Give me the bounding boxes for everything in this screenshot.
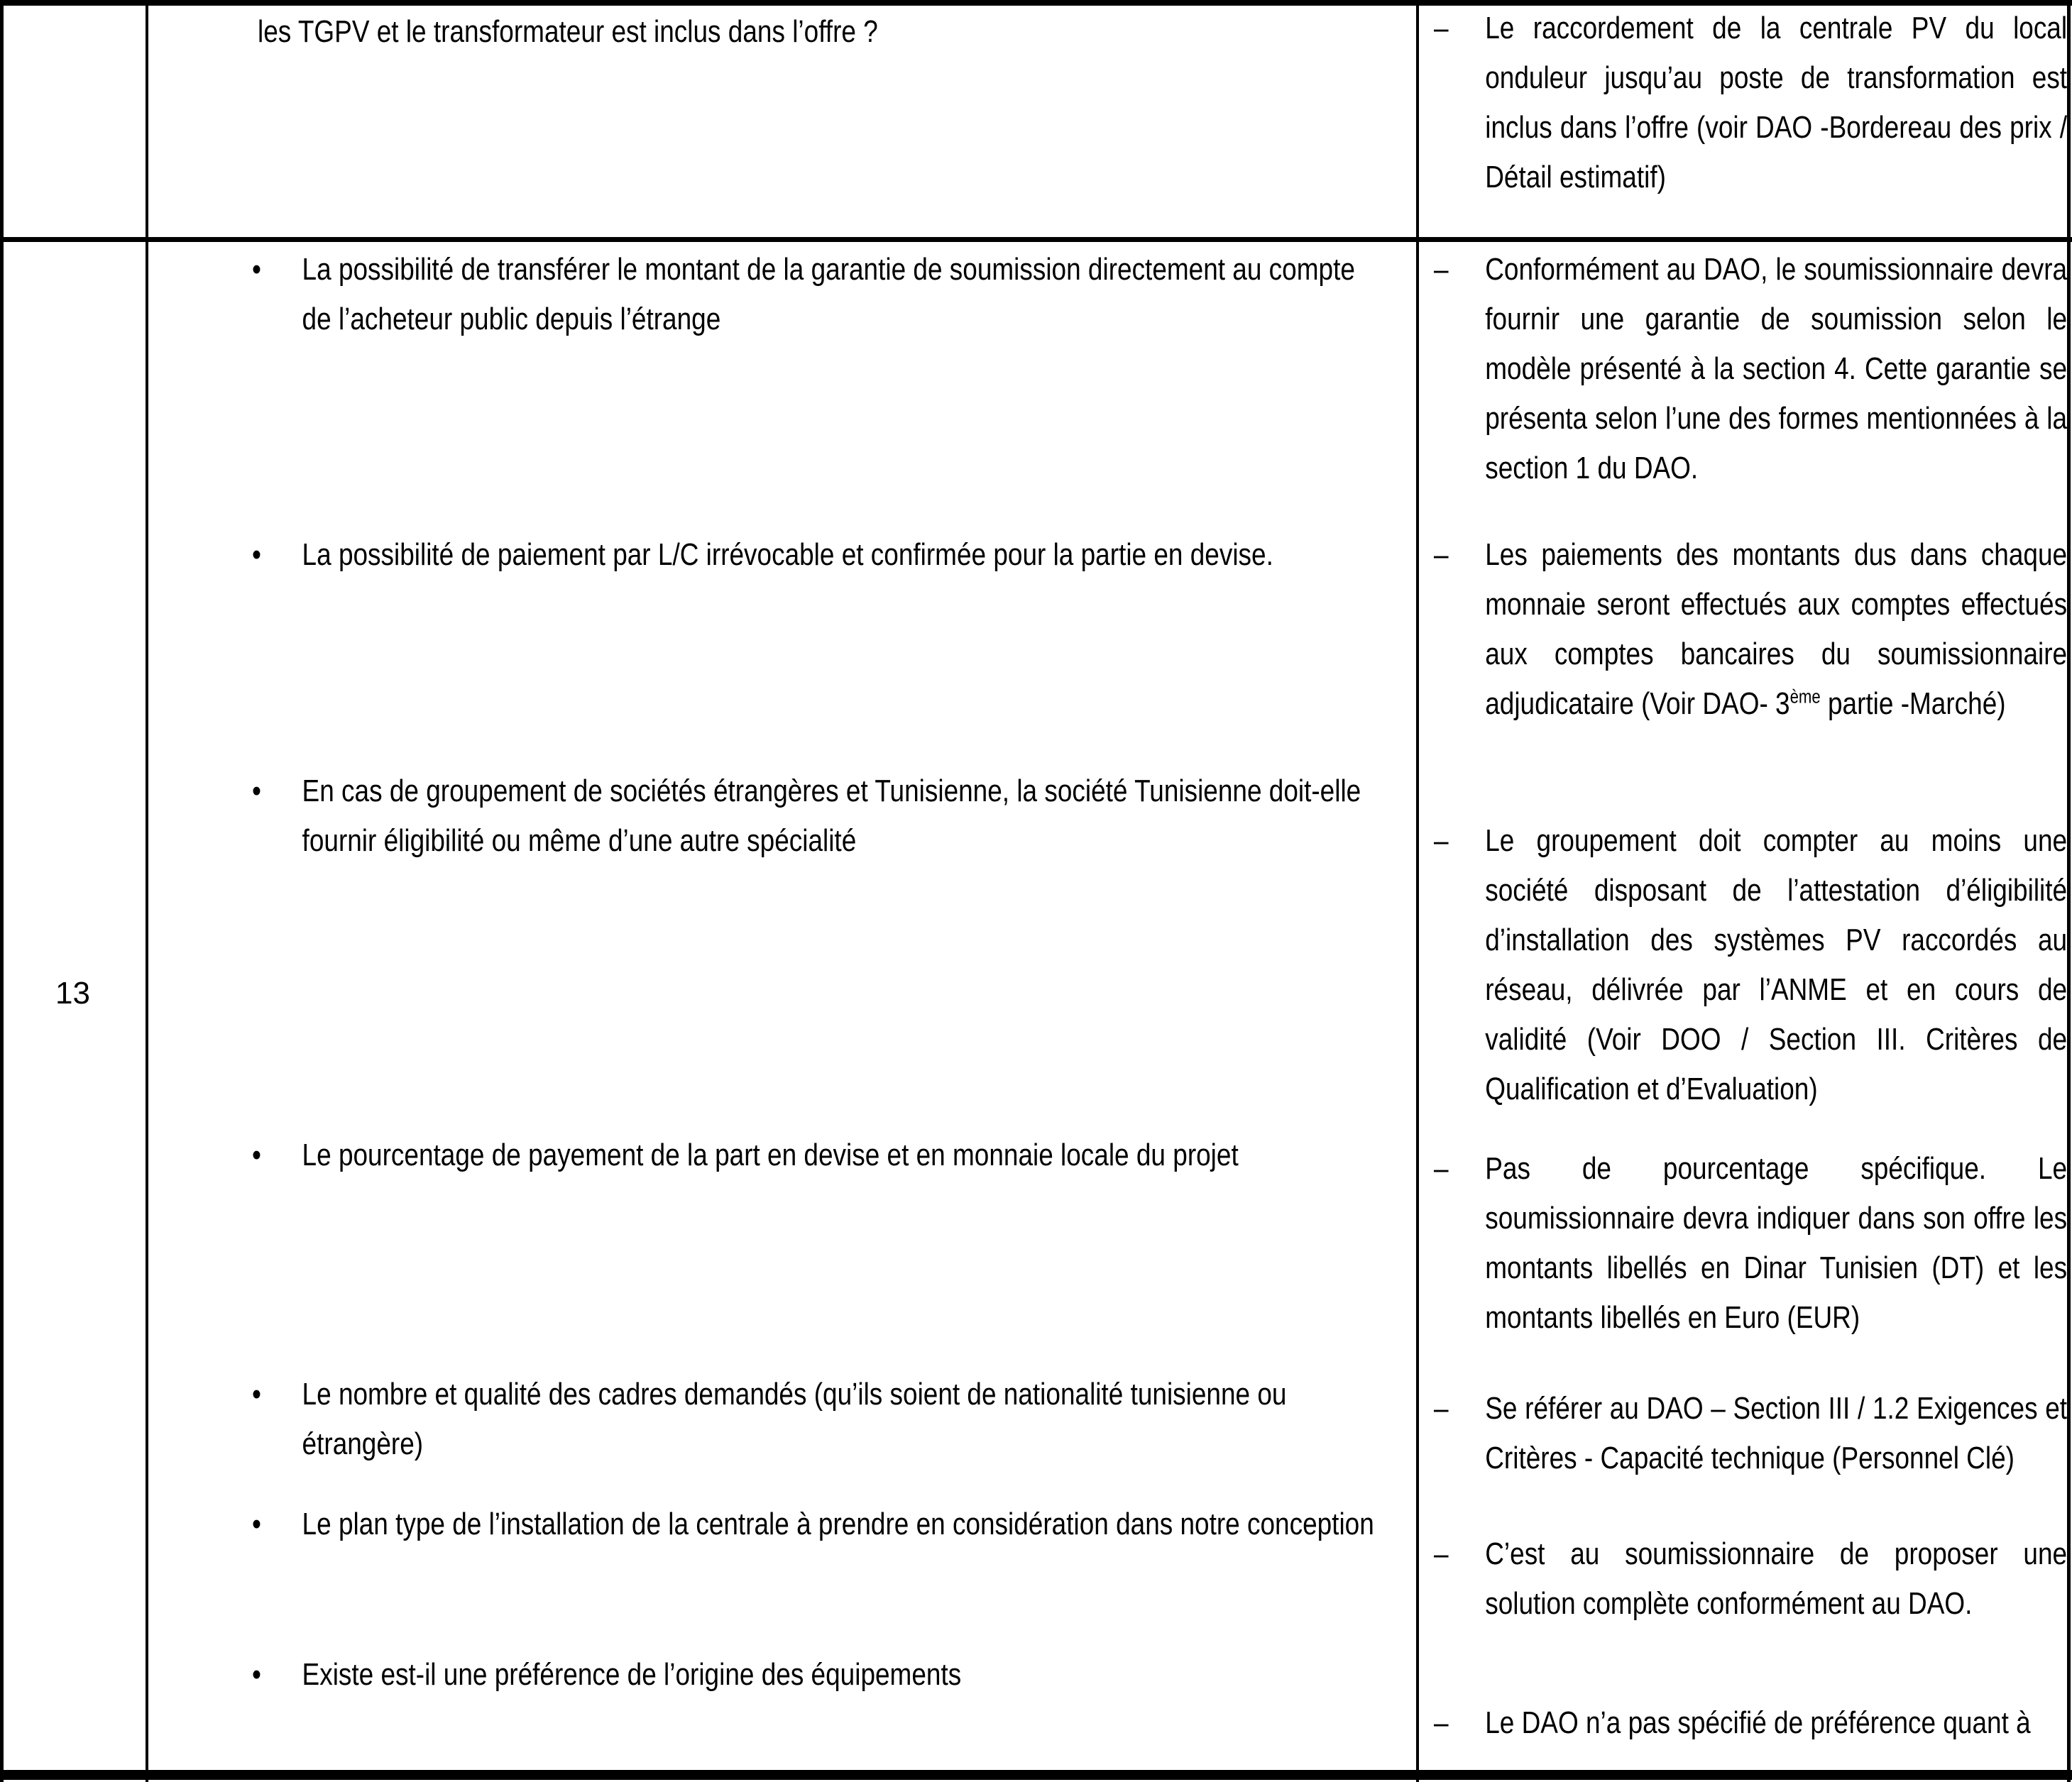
answer-text: Le groupement doit compter au moins une société disposant de l’attestation d’éligibilité d’installation des systèmes PV raccordés au réseau, délivrée par l’ANME et en cours de validité (Voir DOO / Section III. Critères de Qualification et d’Evaluation) [1485,823,2068,1106]
bullet-icon: • [252,252,261,287]
answer-item [1434,1529,2072,1629]
dash-marker: – [1434,1536,1449,1571]
bullet-icon: • [252,1507,261,1541]
dash-marker: – [1434,252,1449,287]
bullet-icon: • [252,1657,261,1692]
question-item [252,766,1601,866]
question-item [252,245,1601,344]
question-continuation [258,7,1606,57]
answer-item [1434,245,2072,493]
question-item [252,1131,1601,1180]
bullet-icon: • [252,1377,261,1412]
question-text: La possibilité de paiement par L/C irrévocable et confirmée pour la partie en devise. [302,537,1273,572]
question-text: En cas de groupement de sociétés étrangères et Tunisienne, la société Tunisienne doit-elle fournir éligibilité ou même d’une autre spécialité [302,774,1361,858]
answer-text-superscript: ème [1789,686,1821,708]
question-item [252,1650,1601,1700]
answer-item [1434,1698,2072,1748]
dash-marker: – [1434,1151,1449,1186]
row-number: 13 [55,976,90,1011]
answer-item [1434,4,2072,202]
dash-marker: – [1434,1391,1449,1426]
table-border-bottom [0,1770,2072,1780]
bullet-icon: • [252,774,261,808]
answer-item [1434,1144,2072,1343]
question-item [252,1500,1601,1549]
question-text: Existe est-il une préférence de l’origine des équipements [302,1657,962,1692]
table-column-divider-1 [146,0,148,1782]
answer-item [1434,530,2072,729]
answer-text [1485,530,2067,729]
answer-text: Pas de pourcentage spécifique. Le soumissionnaire devra indiquer dans son offre les montants libellés en Dinar Tunisien (DT) et les montants libellés en Euro (EUR) [1485,1151,2068,1335]
table-row-divider [0,237,2072,242]
answer-text: Le raccordement de la centrale PV du local onduleur jusqu’au poste de transformation est inclus dans l’offre (voir DAO -Bordereau des prix / Détail estimatif) [1485,11,2068,194]
answer-text-pre: Les paiements des montants dus dans chaque monnaie seront effectués aux comptes effectués aux comptes bancaires du soumissionnaire adjudicataire (Voir DAO- 3 [1485,537,2068,721]
answer-item [1434,816,2072,1114]
dash-marker: – [1434,823,1449,858]
bullet-icon: • [252,1138,261,1172]
answer-text: Le DAO n’a pas spécifié de préférence quant à [1485,1705,2031,1740]
question-item [252,530,1601,580]
question-text: Le pourcentage de payement de la part en devise et en monnaie locale du projet [302,1138,1239,1172]
question-text: La possibilité de transférer le montant de la garantie de soumission directement au compte de l’acheteur public depuis l’étrange [302,252,1355,336]
question-text: Le nombre et qualité des cadres demandés (qu’ils soient de nationalité tunisienne ou étrangère) [302,1377,1287,1461]
answer-text: Se référer au DAO – Section III / 1.2 Exigences et Critères - Capacité technique (Personnel Clé) [1485,1391,2068,1475]
question-continuation-text: les TGPV et le transformateur est inclus dans l’offre ? [258,14,878,49]
question-text: Le plan type de l’installation de la centrale à prendre en considération dans notre conception [302,1507,1374,1541]
question-item [252,1370,1601,1469]
answer-text-post: partie -Marché) [1820,686,2006,721]
dash-marker: – [1434,537,1449,572]
dash-marker: – [1434,11,1449,45]
answer-text: Conformément au DAO, le soumissionnaire devra fournir une garantie de soumission selon le modèle présenté à la section 4. Cette garantie se présenta selon l’une des formes mentionnées à la section 1 du DAO. [1485,252,2068,485]
answer-text: C’est au soumissionnaire de proposer une solution complète conformément au DAO. [1485,1536,2068,1621]
table-border-left [0,0,4,1782]
answer-item [1434,1384,2072,1483]
dash-marker: – [1434,1705,1449,1740]
bullet-icon: • [252,537,261,572]
